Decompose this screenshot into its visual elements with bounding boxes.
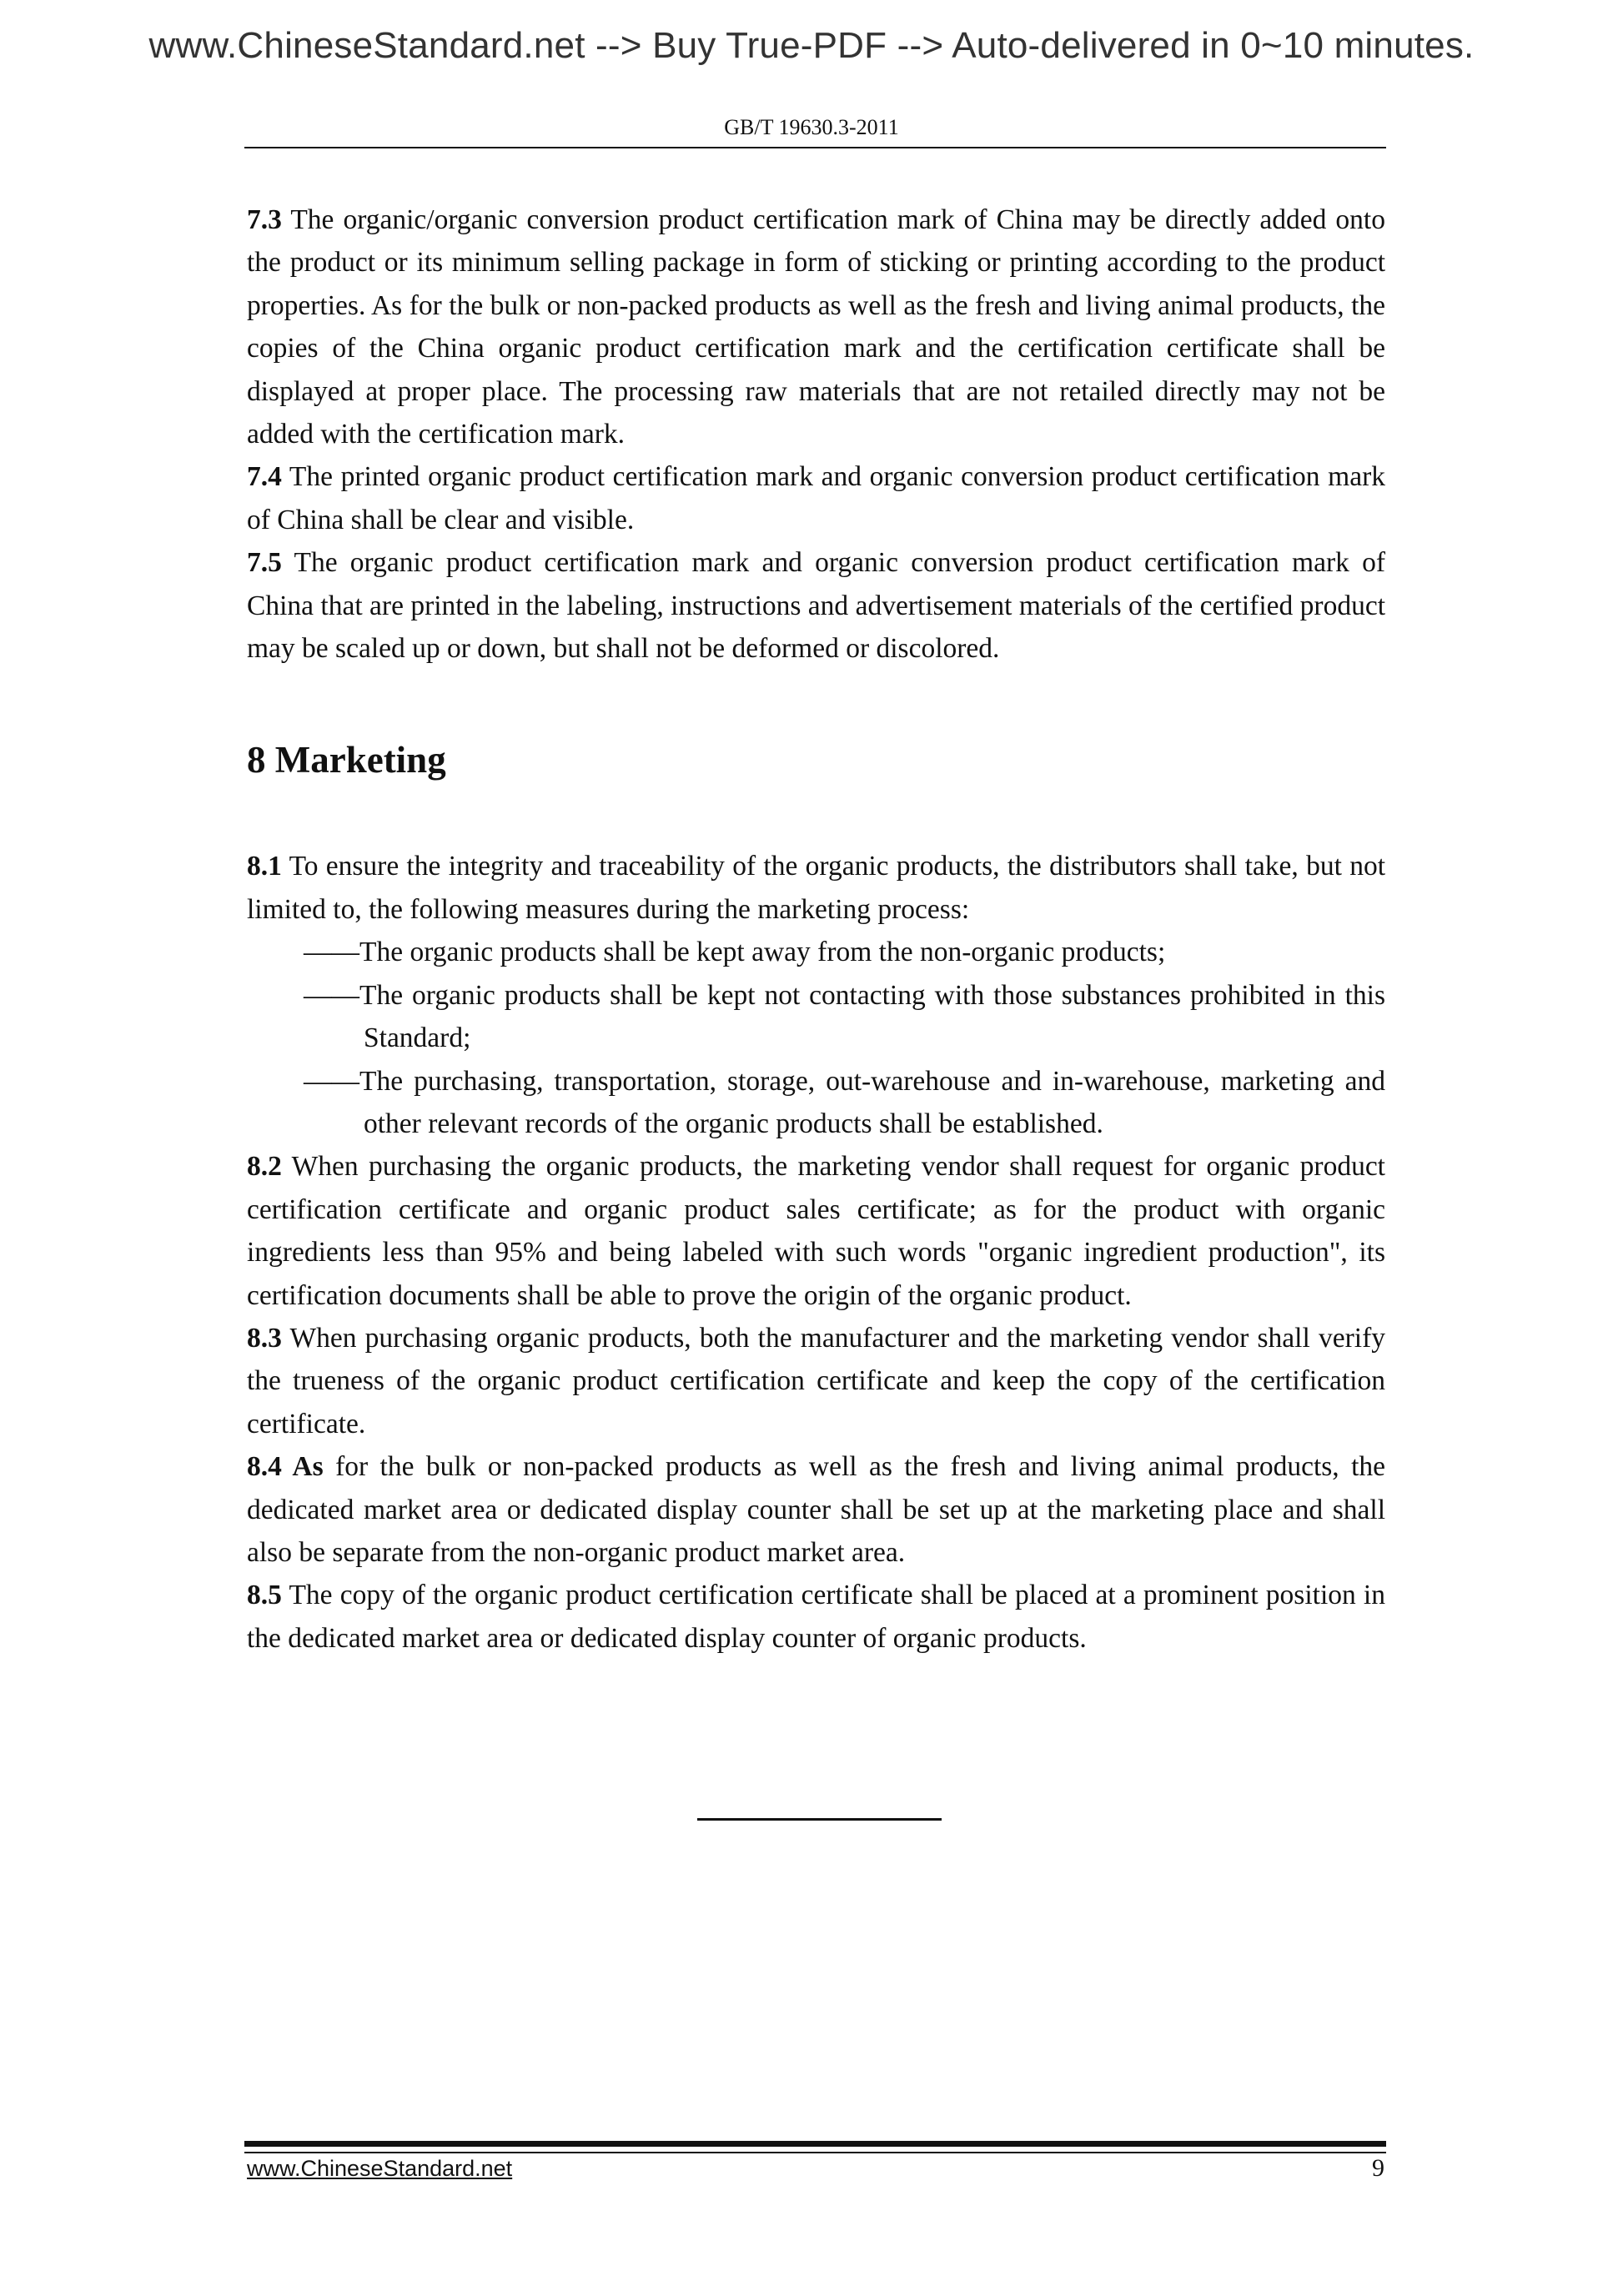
clause-text: To ensure the integrity and traceability of the organic products, the distributors shall take, but not limited to, the following measures during the marketing process: bbox=[247, 851, 1385, 925]
clause-7-3 bbox=[247, 198, 1385, 455]
list-item: ——The organic products shall be kept not contacting with those substances prohibited in this Standard; bbox=[304, 979, 1385, 1054]
clause-text: The organic/organic conversion product certification mark of China may be directly added onto the product or its minimum selling package in form of sticking or printing according to the product properties. As for the bulk or non-packed products as well as the fresh and living animal products, the copies of the China organic product certification mark and the certification certificate shall be displayed at proper place. The processing raw materials that are not retailed directly may not be added with the certification mark. bbox=[247, 204, 1385, 450]
clause-text: for the bulk or non-packed products as well as the fresh and living animal products, the dedicated market area or dedicated display counter shall be set up at the marketing place and shall also be separate from the non-organic product market area. bbox=[247, 1451, 1385, 1568]
clause-7-4 bbox=[247, 455, 1385, 541]
clause-number: 8.1 bbox=[247, 851, 282, 882]
header-divider bbox=[244, 147, 1386, 148]
clause-7-5 bbox=[247, 541, 1385, 670]
clause-number: 7.4 bbox=[247, 461, 282, 493]
footer-website-link[interactable]: www.ChineseStandard.net bbox=[247, 2156, 513, 2181]
page-number: 9 bbox=[1372, 2154, 1384, 2182]
clause-8-2 bbox=[247, 1145, 1385, 1317]
list-item: ——The organic products shall be kept away from the non-organic products; bbox=[304, 937, 1166, 968]
document-body bbox=[247, 198, 1385, 1660]
clause-text: When purchasing organic products, both the manufacturer and the marketing vendor shall verify the trueness of the organic product certification certificate and keep the copy of the certification certificate. bbox=[247, 1322, 1385, 1439]
clause-number: 7.3 bbox=[247, 204, 282, 235]
footer-divider-thin bbox=[244, 2152, 1386, 2153]
clause-number: 7.5 bbox=[247, 547, 282, 579]
clause-text: The organic product certification mark and organic conversion product certification mark of China that are printed in the labeling, instructions and advertisement materials of the certified product may be scaled up or down, but shall not be deformed or discolored. bbox=[247, 547, 1385, 665]
clause-number: 8.5 bbox=[247, 1580, 282, 1611]
clause-text: The copy of the organic product certification certificate shall be placed at a prominent position in the dedicated market area or dedicated display counter of organic products. bbox=[247, 1580, 1385, 1654]
clause-8-5 bbox=[247, 1574, 1385, 1660]
clause-number: 8.4 As bbox=[247, 1451, 324, 1483]
end-of-text-rule bbox=[697, 1818, 942, 1821]
footer-divider-thick bbox=[244, 2141, 1386, 2147]
section-heading-marketing: 8 Marketing bbox=[247, 739, 446, 781]
clause-text: When purchasing the organic products, the marketing vendor shall request for organic product certification certificate and organic product sales certificate; as for the product with organic ingredients less than 95% and being labeled with such words "organic ingredient production", its certification documents shall be able to prove the origin of the organic product. bbox=[247, 1151, 1385, 1311]
standard-number: GB/T 19630.3-2011 bbox=[724, 115, 899, 139]
clause-number: 8.2 bbox=[247, 1151, 282, 1183]
clause-text: The printed organic product certification mark and organic conversion product certification mark of China shall be clear and visible. bbox=[247, 461, 1385, 535]
clause-8-4 bbox=[247, 1445, 1385, 1574]
promo-banner[interactable]: www.ChineseStandard.net --> Buy True-PDF --> Auto-delivered in 0~10 minutes. bbox=[148, 25, 1475, 66]
clause-number: 8.3 bbox=[247, 1322, 282, 1354]
clause-8-3 bbox=[247, 1317, 1385, 1445]
list-item: ——The purchasing, transportation, storage, out-warehouse and in-warehouse, marketing and other relevant records of the organic products shall be established. bbox=[304, 1065, 1385, 1139]
clause-8-1 bbox=[247, 845, 1385, 931]
